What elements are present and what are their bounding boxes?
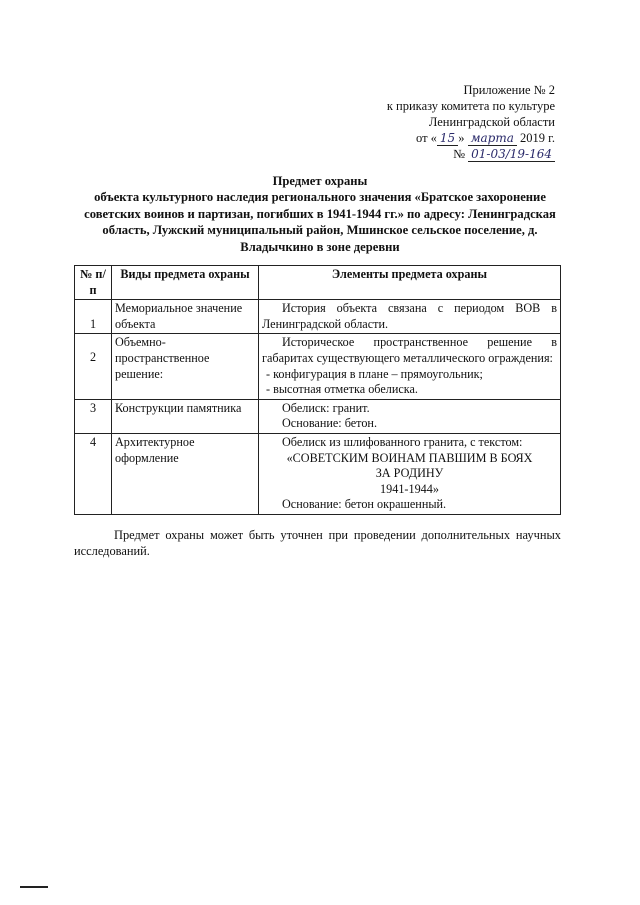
row-elements	[259, 399, 561, 433]
table-row	[75, 334, 561, 399]
handwritten-month: марта	[468, 131, 517, 146]
row-number: 4	[75, 433, 112, 514]
element-inscription-years: 1941-1944»	[380, 481, 439, 496]
document-title	[70, 173, 570, 255]
col-header-elements: Элементы предмета охраны	[259, 266, 561, 300]
row-elements	[259, 300, 561, 334]
appendix-number: Приложение № 2	[463, 83, 555, 97]
row-type: Мемориальное значение объекта	[112, 300, 259, 334]
element-text: Обелиск из шлифованного гранита, с текстом:	[282, 434, 523, 449]
table-row	[75, 300, 561, 334]
element-text: Основание: бетон.	[282, 416, 377, 431]
element-text: История объекта связана с периодом ВОВ в Ленинградской области.	[262, 301, 557, 331]
row-number: 1	[75, 300, 112, 334]
col-header-type: Виды предмета охраны	[112, 266, 259, 300]
row-number: 2	[75, 334, 112, 399]
row-type: Конструкции памятника	[112, 399, 259, 433]
row-elements	[259, 433, 561, 514]
table-row	[75, 433, 561, 514]
handwritten-order-number: 01-03/19-164	[468, 147, 555, 162]
appendix-order-ref: к приказу комитета по культуре	[386, 99, 555, 113]
title-object-description: объекта культурного наследия регионального значения «Братское захоронение советских воинов и партизан, погибших в 1941-1944 гг.» по адресу: Ленинградская область, Лужский муниципальный район, Мшинское сельское поселение, д. Владычкино в зоне деревни	[84, 190, 556, 254]
table-header-row	[75, 266, 561, 300]
row-number: 3	[75, 399, 112, 433]
element-text: Историческое пространственное решение в габаритах существующего металлического ограждения:	[262, 335, 557, 365]
element-text: - конфигурация в плане – прямоугольник;	[266, 366, 483, 381]
footer-note: Предмет охраны может быть уточнен при проведении дополнительных научных исследований.	[74, 528, 561, 558]
row-type: Объемно-пространственное решение:	[112, 334, 259, 399]
col-header-number: № п/п	[75, 266, 112, 300]
row-type: Архитектурное оформление	[112, 433, 259, 514]
appendix-header	[295, 82, 555, 162]
protection-subject-table	[74, 265, 561, 515]
appendix-region: Ленинградской области	[428, 115, 555, 129]
appendix-order-number: № 01-03/19-164	[295, 146, 555, 162]
element-text: Основание: бетон окрашенный.	[282, 497, 447, 512]
page-corner-mark	[20, 886, 48, 888]
element-inscription: «СОВЕТСКИМ ВОИНАМ ПАВШИМ В БОЯХ ЗА РОДИНУ	[286, 450, 533, 481]
title-main: Предмет охраны	[272, 174, 368, 188]
appendix-date: от « 15 » марта 2019 г.	[415, 131, 555, 145]
row-elements	[259, 334, 561, 399]
handwritten-day: 15	[437, 131, 458, 146]
table-row	[75, 399, 561, 433]
element-text: Обелиск: гранит.	[282, 400, 370, 415]
element-text: - высотная отметка обелиска.	[266, 382, 418, 397]
